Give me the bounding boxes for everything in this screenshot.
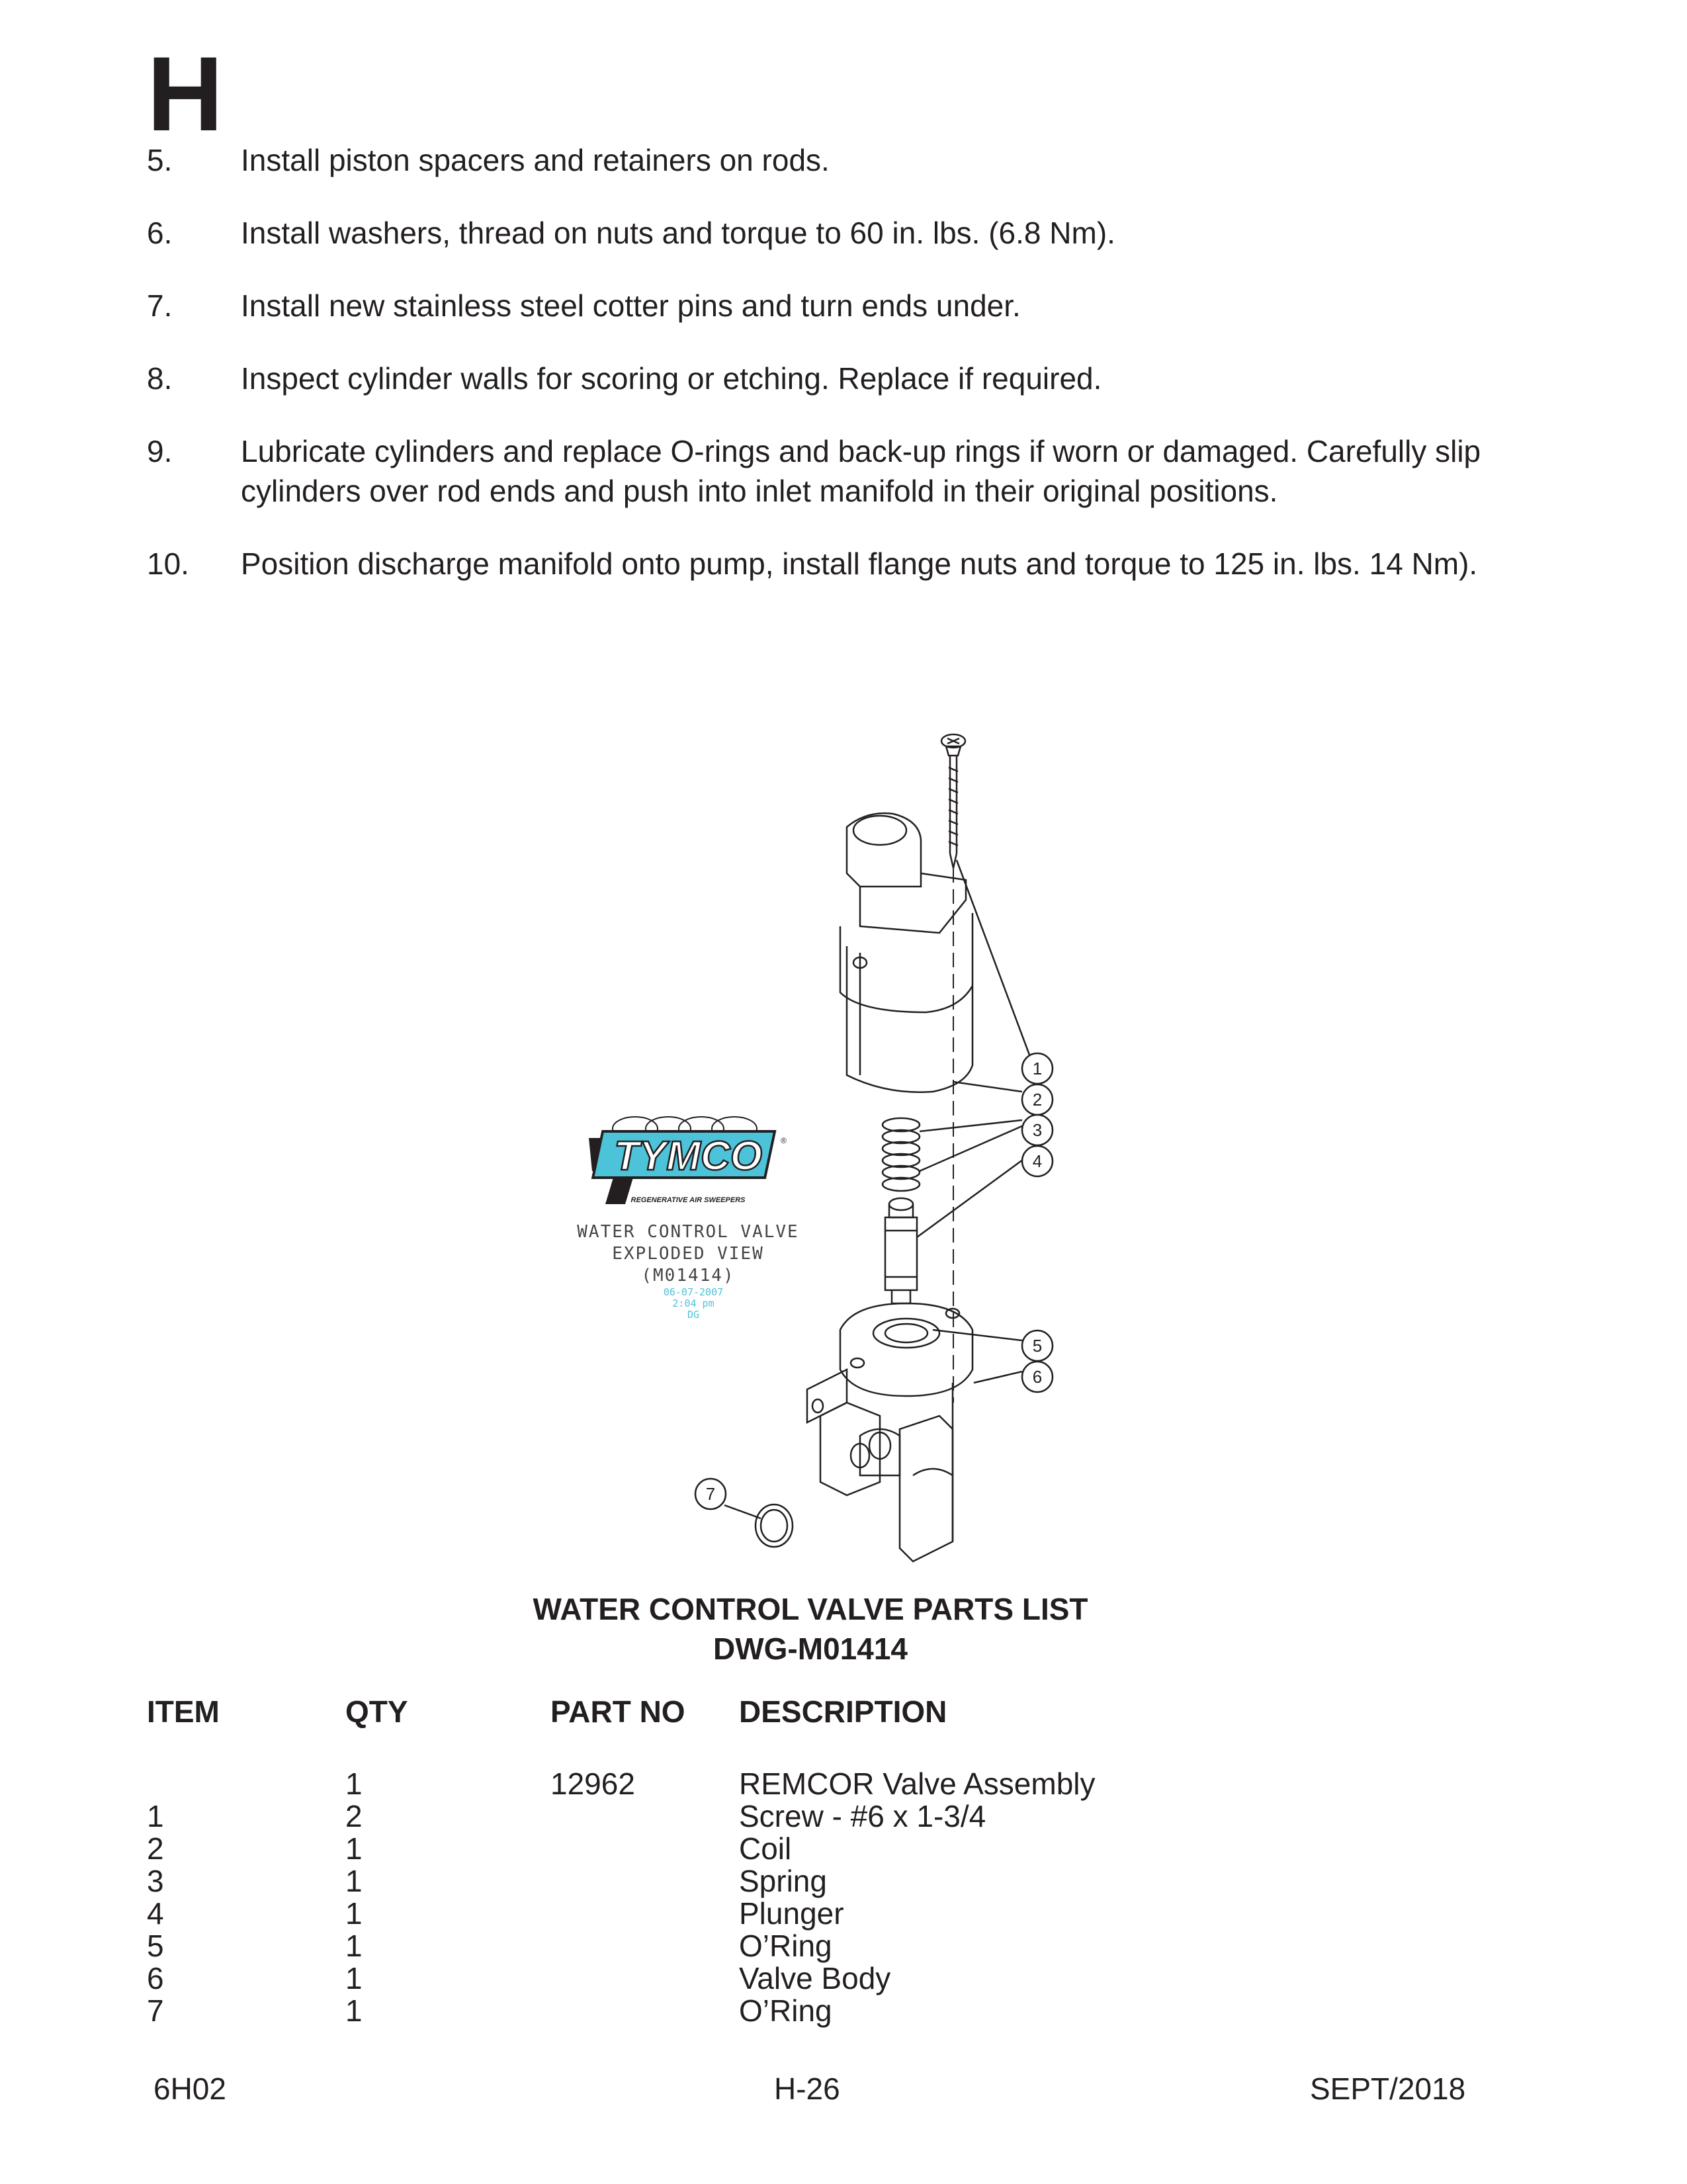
callout-label: 4 xyxy=(1032,1151,1043,1171)
table-row xyxy=(0,1898,1687,1930)
header-part-no: PART NO xyxy=(550,1694,685,1729)
header-qty: QTY xyxy=(345,1694,408,1729)
step-text: Lubricate cylinders and replace O-rings and back-up rings if worn or damaged. Carefully slip cylinders over rod ends and push into inlet manifold in their original positions. xyxy=(241,434,1481,508)
table-row xyxy=(0,1962,1687,1995)
cell-item: 3 xyxy=(147,1864,164,1898)
step-text: Install piston spacers and retainers on rods. xyxy=(241,143,830,177)
step-number: 6. xyxy=(147,216,173,250)
footer-date: SEPT/2018 xyxy=(1310,2072,1466,2106)
callout-label: 2 xyxy=(1032,1090,1043,1110)
table-row xyxy=(0,1768,1687,1800)
step-10 xyxy=(147,544,1490,584)
step-number: 5. xyxy=(147,143,173,177)
drawing-stamp-initials: DG xyxy=(687,1309,700,1321)
cell-description: O’Ring xyxy=(739,1993,832,2028)
table-row xyxy=(0,1800,1687,1833)
step-5 xyxy=(147,140,1490,180)
instruction-steps xyxy=(147,140,1490,617)
step-8 xyxy=(147,359,1490,398)
logo-wordmark: TYMCO xyxy=(614,1133,762,1179)
cell-description: Valve Body xyxy=(739,1961,891,1995)
callout-label: 7 xyxy=(705,1484,716,1504)
cell-qty: 1 xyxy=(345,1864,363,1898)
step-text: Position discharge manifold onto pump, install flange nuts and torque to 125 in. lbs. 14 Nm). xyxy=(241,546,1478,581)
cell-item: 7 xyxy=(147,1993,164,2028)
cell-item: 5 xyxy=(147,1929,164,1963)
exploded-view-drawing xyxy=(0,715,1687,1594)
cell-description: Plunger xyxy=(739,1896,844,1931)
cell-description: REMCOR Valve Assembly xyxy=(739,1767,1096,1801)
table-row xyxy=(0,1833,1687,1865)
cell-item: 6 xyxy=(147,1961,164,1995)
cell-item: 2 xyxy=(147,1831,164,1866)
callout-label: 3 xyxy=(1032,1120,1043,1140)
cell-item: 4 xyxy=(147,1896,164,1931)
drawing-caption-line2: EXPLODED VIEW xyxy=(612,1244,764,1264)
step-text: Install washers, thread on nuts and torque to 60 in. lbs. (6.8 Nm). xyxy=(241,216,1115,250)
step-number: 10. xyxy=(147,546,189,581)
cell-qty: 1 xyxy=(345,1961,363,1995)
footer-code: 6H02 xyxy=(153,2072,226,2106)
table-row xyxy=(0,1930,1687,1962)
step-text: Inspect cylinder walls for scoring or etching. Replace if required. xyxy=(241,361,1102,396)
header-description: DESCRIPTION xyxy=(739,1694,947,1729)
cell-part-no: 12962 xyxy=(550,1767,635,1801)
plunger-part xyxy=(885,1198,917,1303)
screw-part xyxy=(941,734,965,868)
cell-qty: 1 xyxy=(345,1993,363,2028)
drawing-stamp-time: 2:04 pm xyxy=(672,1297,714,1309)
valve-body-part xyxy=(807,1303,973,1561)
callout-label: 1 xyxy=(1032,1059,1043,1078)
step-6 xyxy=(147,213,1490,253)
callout-label: 6 xyxy=(1032,1367,1043,1387)
footer-page-number: H-26 xyxy=(774,2072,840,2106)
svg-text:®: ® xyxy=(781,1136,787,1145)
valve-drawing-svg xyxy=(0,715,1687,1594)
parts-list-subtitle: DWG-M01414 xyxy=(713,1632,908,1666)
cell-description: Coil xyxy=(739,1831,792,1866)
cell-qty: 1 xyxy=(345,1767,363,1801)
step-9 xyxy=(147,431,1490,511)
parts-list-table xyxy=(0,1768,1687,2027)
table-row xyxy=(0,1865,1687,1898)
drawing-caption-line1: WATER CONTROL VALVE xyxy=(577,1222,799,1242)
cell-qty: 1 xyxy=(345,1831,363,1866)
spring-part xyxy=(883,1118,920,1191)
callout-label: 5 xyxy=(1032,1336,1043,1356)
cell-qty: 1 xyxy=(345,1896,363,1931)
cell-description: O’Ring xyxy=(739,1929,832,1963)
cell-description: Spring xyxy=(739,1864,827,1898)
cell-qty: 1 xyxy=(345,1929,363,1963)
parts-list-title: WATER CONTROL VALVE PARTS LIST xyxy=(533,1592,1088,1626)
table-row xyxy=(0,1995,1687,2027)
cell-description: Screw - #6 x 1-3/4 xyxy=(739,1799,986,1833)
cell-qty: 2 xyxy=(345,1799,363,1833)
logo-tagline: REGENERATIVE AIR SWEEPERS xyxy=(630,1196,746,1204)
step-text: Install new stainless steel cotter pins and turn ends under. xyxy=(241,288,1021,323)
step-number: 8. xyxy=(147,361,173,396)
cell-item: 1 xyxy=(147,1799,164,1833)
step-number: 9. xyxy=(147,434,173,468)
drawing-stamp-date: 06-07-2007 xyxy=(663,1286,724,1298)
step-7 xyxy=(147,286,1490,326)
section-letter: H xyxy=(147,34,224,153)
tymco-logo xyxy=(589,1117,787,1204)
header-item: ITEM xyxy=(147,1694,220,1729)
drawing-caption-line3: (M01414) xyxy=(641,1266,735,1286)
step-number: 7. xyxy=(147,288,173,323)
